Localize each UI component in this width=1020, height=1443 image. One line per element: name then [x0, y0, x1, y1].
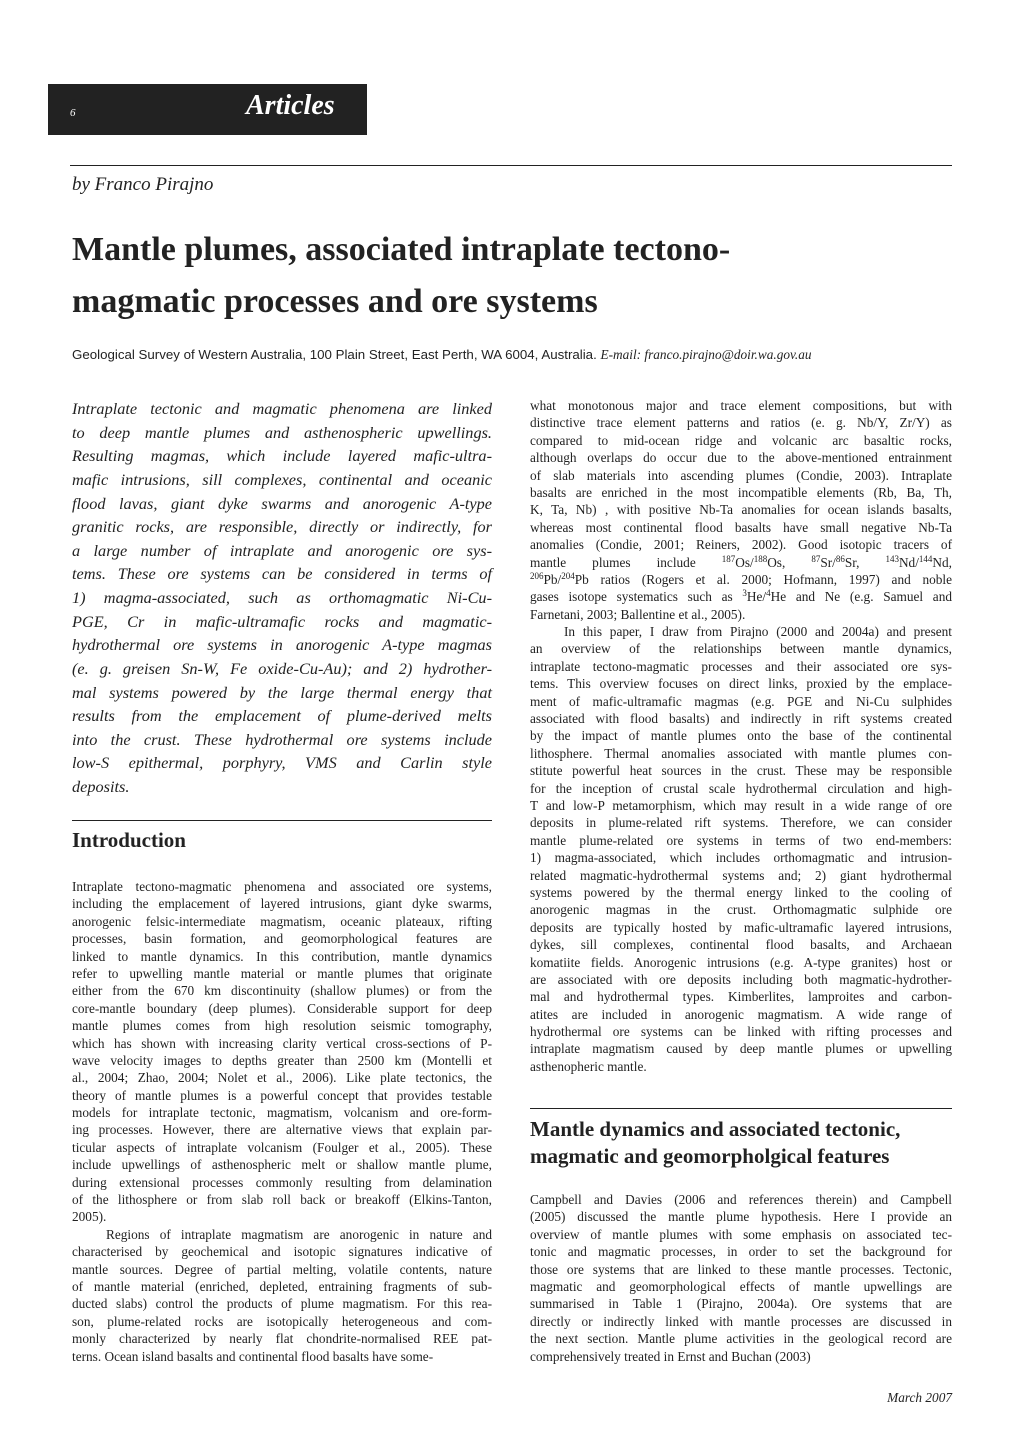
text-line: ment of mafic-ultramafic magmas (e.g. PGE and Ni-Cu sulphides — [530, 693, 952, 709]
text-line: compared to mid-ocean ridge and volcanic arc basaltic rocks, — [530, 432, 952, 448]
footer-date: March 2007 — [887, 1390, 952, 1405]
text-line: granitic rocks, are responsible, directly or indirectly, for — [72, 517, 492, 537]
text-line: models for intraplate tectonic, magmatism, volcanism and ore-form- — [72, 1105, 492, 1121]
text-line: PGE, Cr in mafic-ultramafic rocks and magmatic- — [72, 611, 492, 631]
text-line: distinctive trace element patterns and ratios (e. g. Nb/Y, Zr/Y) as — [530, 415, 952, 431]
text-line: deposits in plume-related rift systems. Therefore, we can consider — [530, 815, 952, 831]
superscript: 187 — [721, 553, 736, 564]
mantle-body — [530, 1191, 952, 1365]
mantle-heading-line: magmatic and geomorpholgical features — [530, 1143, 890, 1168]
text-line: comprehensively treated in Ernst and Buchan (2003) — [530, 1348, 811, 1364]
superscript: 188 — [753, 553, 768, 564]
text-line: 2005). — [72, 1209, 107, 1225]
text-run: He and Ne (e.g. Samuel and — [770, 589, 952, 605]
text-line: theory of mantle plumes is a powerful concept that provides testable — [72, 1087, 492, 1103]
text-line: are associated with ore deposits including both magmatic-hydrother- — [530, 971, 952, 987]
affiliation-text: Geological Survey of Western Australia, 100 Plain Street, East Perth, WA 6004, Australia. — [72, 347, 601, 362]
text-line: include upwellings of asthenospheric melt or shallow mantle plume, — [72, 1157, 492, 1173]
affiliation — [72, 347, 972, 363]
text-line: terns. Ocean island basalts and continental flood basalts have some- — [72, 1348, 434, 1364]
text-line: Farnetani, 2003; Ballentine et al., 2005). — [530, 606, 746, 622]
text-line: a large number of intraplate and anorogenic ore sys- — [72, 540, 492, 560]
text-line: 1) magma-associated, such as orthomagmatic Ni-Cu- — [72, 588, 492, 607]
text-line: by the impact of mantle plumes onto the base of the continental — [530, 728, 952, 744]
text-line: dykes, sill complexes, continental flood basalts, and Archaean — [530, 937, 952, 953]
text-line: atites are included in anorogenic magmatism. A wide range of — [530, 1006, 952, 1022]
article-title — [72, 224, 952, 328]
byline: by Franco Pirajno — [72, 174, 214, 195]
superscript: 206 — [530, 570, 544, 581]
text-line: although overlaps do occur due to the above-mentioned entrainment — [530, 450, 952, 466]
text-line: asthenopheric mantle. — [530, 1058, 647, 1074]
introduction-body — [72, 878, 492, 1365]
text-line: wave velocity images to depths greater than 2500 km (Montelli et — [72, 1052, 492, 1068]
title-line: magmatic processes and ore systems — [72, 283, 598, 321]
text-line: monly characterized by nearly flat chondrite-normalised REE pat- — [72, 1331, 492, 1347]
superscript: 3 — [742, 588, 747, 599]
right-column-body — [530, 397, 952, 1075]
text-line: systems powered by the thermal energy linked to the cooling of — [530, 884, 952, 900]
text-line: (e. g. greisen Sn-W, Fe oxide-Cu-Au); and 2) hydrother- — [72, 658, 492, 678]
text-line: low-S epithermal, porphyry, VMS and Carlin style — [72, 753, 492, 773]
text-run: Os/ — [735, 554, 754, 570]
page-number: 6 — [70, 107, 76, 119]
text-line: tems. This overview focuses on direct links, proxied by the emplace- — [530, 676, 952, 692]
abstract — [72, 397, 492, 799]
text-run: He/ — [746, 589, 767, 605]
top-rule — [70, 165, 952, 166]
isotope-line — [530, 554, 952, 571]
isotope-line — [530, 571, 952, 588]
text-line: intraplate magmatism caused by deep mantle plumes or upwelling — [530, 1041, 952, 1057]
text-line: Intraplate tectonic and magmatic phenomena are linked — [72, 399, 492, 418]
text-line: overview of mantle plumes with some emphasis on associated tec- — [530, 1226, 952, 1242]
text-line: related magmatic-hydrothermal systems and; 2) giant hydrothermal — [530, 867, 952, 883]
author-email: E-mail: franco.pirajno@doir.wa.gov.au — [600, 347, 812, 362]
text-line: basalts are enriched in the most incompatible elements (Rb, Ba, Th, — [530, 484, 952, 500]
text-line: son, plume-related rocks are isotopically heterogeneous and com- — [72, 1313, 492, 1329]
text-line: tems. These ore systems can be considered in terms of — [72, 564, 492, 584]
text-line: whereas most continental flood basalts have small negative Nb-Ta — [530, 519, 952, 535]
text-line: hydrothermal ore systems can be linked with rifting processes and — [530, 1024, 952, 1040]
superscript: 204 — [561, 570, 575, 581]
text-line: into the crust. These hydrothermal ore systems include — [72, 729, 492, 749]
text-line: al., 2004; Zhao, 2004; Nolet et al., 2006). Like plate tectonics, the — [72, 1070, 492, 1086]
text-line: what monotonous major and trace element compositions, but with — [530, 398, 952, 413]
text-line: tonic and magmatic processes, in order to set the background for — [530, 1244, 952, 1260]
text-line: ing processes. However, there are alternative views that explain par- — [72, 1122, 492, 1138]
text-line: processes, basin formation, and geomorphological features are — [72, 931, 492, 947]
text-line: core-mantle boundary (deep plumes). Considerable support for deep — [72, 1000, 492, 1016]
text-line: flood lavas, giant dyke swarms and anorogenic A-type — [72, 493, 492, 513]
mantle-heading — [530, 1116, 952, 1170]
text-line: for the inception of crustal scale hydrothermal circulation and high- — [530, 780, 952, 796]
text-line: anorogenic magmas in the crust. Orthomagmatic sulphide ore — [530, 902, 952, 918]
superscript: 144 — [918, 553, 933, 564]
text-line: mantle plumes comes from high resolution seismic tomography, — [72, 1018, 492, 1034]
text-line: intraplate tectono-magmatic processes and their associated ore sys- — [530, 658, 952, 674]
text-line: characterised by geochemical and isotopic signatures indicative of — [72, 1244, 492, 1260]
text-line: an overview of the relationships between mantle dynamics, — [530, 641, 952, 657]
intro-rule — [72, 820, 492, 821]
text-line: deposits. — [72, 777, 130, 796]
text-line: associated with flood basalts) and indirectly in rift systems created — [530, 711, 952, 727]
text-line: summarised in Table 1 (Pirajno, 2004a). Ore systems that are — [530, 1296, 952, 1312]
text-line: K, Ta, Nb) , with positive Nb-Ta anomalies for ocean islands basalts, — [530, 502, 952, 518]
text-line: results from the emplacement of plume-derived melts — [72, 706, 492, 726]
text-run: gases isotope systematics such as — [530, 589, 743, 605]
superscript: 143 — [885, 553, 899, 564]
text-line: magmatic and geomorphological effects of mantle upwellings are — [530, 1278, 952, 1294]
section-label: Articles — [246, 90, 335, 121]
text-line: Resulting magmas, which include layered mafic-ultra- — [72, 446, 492, 466]
text-run: Pb ratios (Rogers et al. 2000; Hofmann, 1997) and noble — [574, 571, 952, 587]
text-run: Pb/ — [543, 571, 562, 587]
text-line: directly or indirectly linked with mantle processes are discussed in — [530, 1313, 952, 1329]
isotope-line — [530, 588, 952, 605]
text-line: (2005) discussed the mantle plume hypothesis. Here I provide an — [530, 1209, 952, 1225]
text-line: of the lithosphere or from slab roll back or breakoff (Elkins-Tanton, — [72, 1192, 492, 1208]
text-run: Sr/ — [820, 554, 836, 570]
text-line: mantle sources. Degree of partial melting, volatile contents, nature — [72, 1261, 492, 1277]
intro-heading: Introduction — [72, 828, 186, 852]
text-line: In this paper, I draw from Pirajno (2000 and 2004a) and present — [564, 624, 952, 640]
text-run: Nd/ — [898, 554, 919, 570]
text-line: Campbell and Davies (2006 and references therein) and Campbell — [530, 1192, 952, 1207]
text-run: mantle plumes include — [530, 554, 722, 570]
text-run: Os, — [767, 554, 812, 570]
superscript: 86 — [835, 553, 845, 564]
text-run: Sr, — [844, 554, 886, 570]
text-line: hydrothermal ore systems in anorogenic A-type magmas — [72, 635, 492, 655]
text-line: those ore systems that are linked to these mantle processes. Tectonic, — [530, 1261, 952, 1277]
text-line: including the emplacement of layered intrusions, giant dyke swarms, — [72, 896, 492, 912]
text-line: of slab materials into ascending plumes (Condie, 2003). Intraplate — [530, 467, 952, 483]
text-line: refer to upwelling mantle material or mantle plumes that originate — [72, 965, 492, 981]
text-line: linked to mantle dynamics. In this contribution, mantle dynamics — [72, 948, 492, 964]
title-line: Mantle plumes, associated intraplate tectono- — [72, 231, 731, 268]
text-line: stitute powerful heat sources in the crust. These may be responsible — [530, 763, 952, 779]
text-line: to deep mantle plumes and asthenospheric upwellings. — [72, 422, 492, 442]
mantle-heading-line: Mantle dynamics and associated tectonic, — [530, 1117, 901, 1141]
text-line: anomalies (Condie, 2001; Reiners, 2002). Good isotopic tracers of — [530, 537, 952, 553]
superscript: 4 — [766, 588, 771, 599]
text-line: ticular aspects of intraplate volcanism (Foulger et al., 2005). These — [72, 1139, 492, 1155]
text-line: Regions of intraplate magmatism are anorogenic in nature and — [106, 1226, 492, 1242]
text-line: mafic intrusions, sill complexes, continental and oceanic — [72, 469, 492, 489]
text-run: Nd, — [932, 554, 952, 570]
text-line: either from the 670 km discontinuity (shallow plumes) or from the — [72, 983, 492, 999]
text-line: during extensional processes commonly resulting from delamination — [72, 1174, 492, 1190]
text-line: the next section. Mantle plume activities in the geological record are — [530, 1331, 952, 1347]
text-line: lithosphere. Thermal anomalies associated with mantle plumes con- — [530, 745, 952, 761]
text-line: T and low-P metamorphism, which may result in a wide range of ore — [530, 797, 952, 813]
mantle-rule — [530, 1108, 952, 1109]
text-line: deposits are typically hosted by mafic-ultramafic layered intrusions, — [530, 919, 952, 935]
text-line: Intraplate tectono-magmatic phenomena and associated ore systems, — [72, 879, 492, 894]
text-line: mantle plume-related ore systems in terms of two end-members: — [530, 832, 952, 848]
text-line: anorogenic felsic-intermediate magmatism, oceanic plateaux, rifting — [72, 913, 492, 929]
text-line: ducted slabs) control the products of plume magmatism. For this rea- — [72, 1296, 492, 1312]
text-line: mal systems powered by the large thermal energy that — [72, 682, 492, 702]
text-line: of mantle material (enriched, depleted, entraining fragments of sub- — [72, 1278, 492, 1294]
text-line: which has shown with increasing clarity vertical cross-sections of P- — [72, 1035, 492, 1051]
text-line: komatiite fields. Anorogenic intrusions (e.g. A-type granites) host or — [530, 954, 952, 970]
superscript: 87 — [811, 553, 821, 564]
text-line: mal and hydrothermal types. Kimberlites, lamproites and carbon- — [530, 989, 952, 1005]
text-line: 1) magma-associated, which includes orthomagmatic and intrusion- — [530, 850, 952, 866]
